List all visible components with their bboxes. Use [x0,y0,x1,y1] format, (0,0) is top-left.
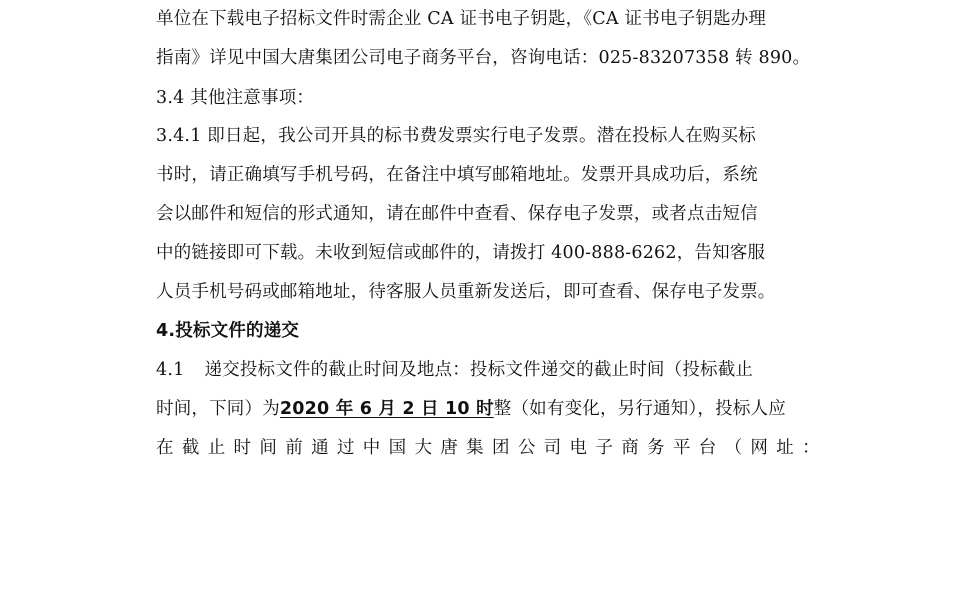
justified-char: 商 [621,438,639,458]
paragraph-line: 书时，请正确填写手机号码，在备注中填写邮箱地址。发票开具成功后，系统 [156,165,758,185]
paragraph-line [156,398,820,420]
justified-char: 中 [362,438,381,458]
justified-char: 务 [647,438,665,458]
section-heading-4: 4.投标文件的递交 [156,321,300,341]
justified-char: 电 [569,438,588,458]
paragraph-line: 单位在下载电子招标文件时需企业 CA 证书电子钥匙，《CA 证书电子钥匙办理 [156,9,767,29]
paragraph-line: 会以邮件和短信的形式通知，请在邮件中查看、保存电子发票，或者点击短信 [156,204,758,224]
clause-text: 递交投标文件的截止时间及地点：投标文件递交的截止时间（投标截止 [204,360,754,380]
justified-char: （ [724,438,743,458]
paragraph-line: 指南》详见中国大唐集团公司电子商务平台，咨询电话：025-83207358 转 890。 [156,48,811,68]
justified-char: 时 [233,438,252,458]
justified-char: 前 [285,438,303,458]
justified-char: ： [802,438,820,458]
justified-char: 大 [414,438,433,458]
justified-char: 间 [259,438,278,458]
justified-char: 国 [388,438,407,458]
justified-char: 集 [466,438,484,458]
justified-char: 址 [776,438,794,458]
deadline-date: 2020 年 6 月 2 日 10 时 [279,399,494,419]
clause-number: 4.1 [156,360,185,380]
justified-char: 止 [207,438,226,458]
justified-char: 通 [311,438,329,458]
justified-char: 平 [672,438,691,458]
justified-char: 台 [698,438,717,458]
justified-char: 唐 [440,438,458,458]
paragraph-line: 3.4.1 即日起，我公司开具的标书费发票实行电子发票。潜在投标人在购买标 [156,126,756,146]
paragraph-line: 中的链接即可下载。未收到短信或邮件的，请拨打 400-888-6262，告知客服 [156,243,766,263]
section-heading-3-4: 3.4 其他注意事项： [156,88,315,108]
justified-paragraph-line [156,437,820,459]
justified-char: 团 [491,438,510,458]
text-segment: 整（如有变化，另行通知），投标人应 [493,399,786,419]
paragraph-line: 人员手机号码或邮箱地址，待客服人员重新发送后，即可查看、保存电子发票。 [156,282,776,302]
justified-char: 网 [750,438,769,458]
paragraph-line-4-1 [156,359,820,381]
justified-char: 在 [156,438,174,458]
justified-char: 过 [336,438,355,458]
justified-char: 司 [543,438,562,458]
justified-char: 截 [181,438,200,458]
text-segment: 时间，下同）为 [156,399,280,419]
justified-char: 公 [517,438,536,458]
justified-char: 子 [595,438,614,458]
